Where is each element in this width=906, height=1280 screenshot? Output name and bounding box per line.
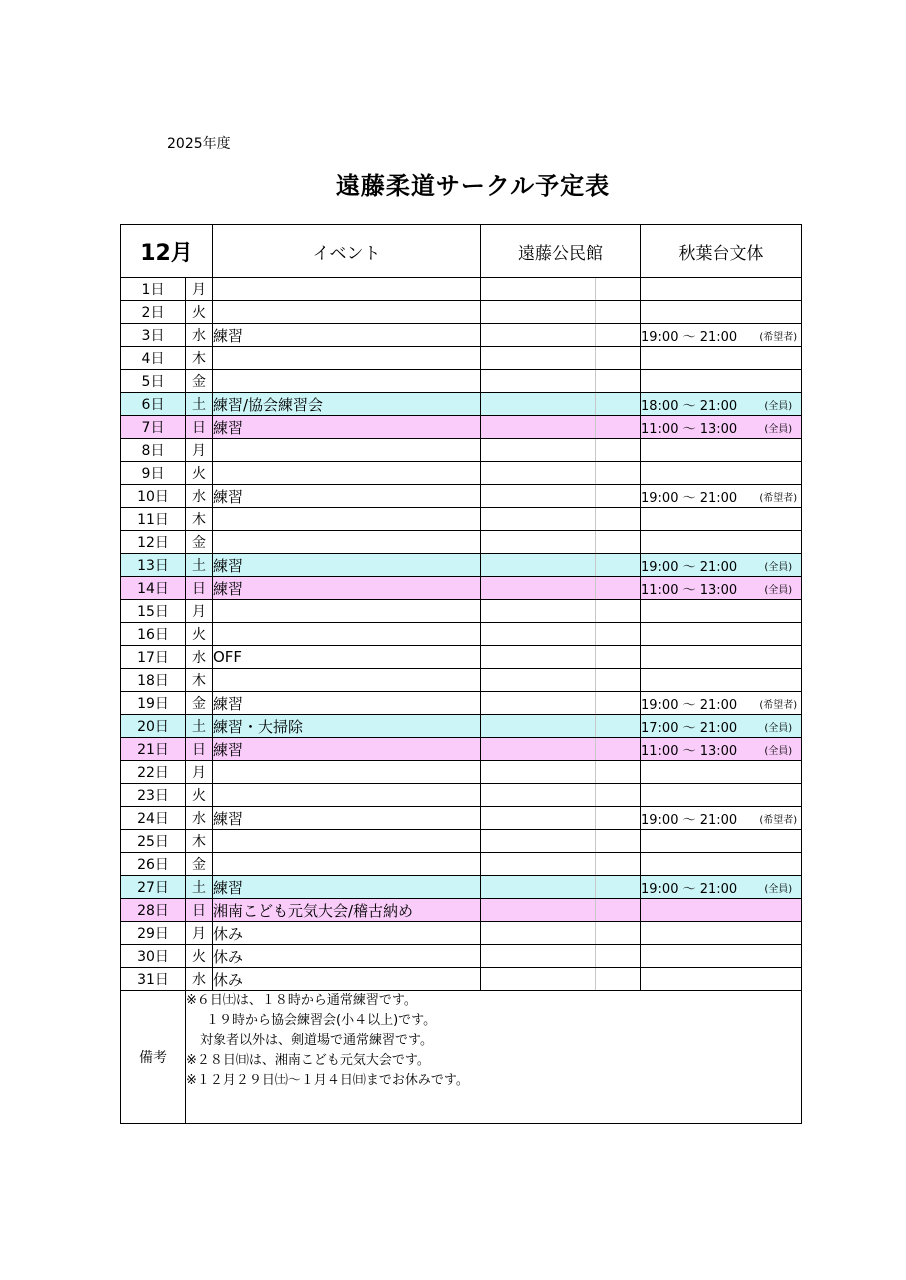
day-row	[121, 623, 802, 646]
venue1-tag-cell	[596, 416, 641, 439]
venue1-time-cell	[481, 738, 596, 761]
day-row	[121, 554, 802, 577]
venue1-time-cell	[481, 784, 596, 807]
venue2-tag-cell	[756, 761, 802, 784]
day-cell: 8日	[121, 439, 186, 462]
day-row	[121, 347, 802, 370]
weekday-cell: 金	[186, 370, 213, 393]
venue2-tag-cell: (希望者)	[756, 324, 802, 347]
day-cell: 22日	[121, 761, 186, 784]
venue2-time-cell	[641, 761, 756, 784]
venue1-time-cell	[481, 370, 596, 393]
venue2-tag-cell	[756, 784, 802, 807]
day-row	[121, 692, 802, 715]
event-cell: 練習	[213, 692, 481, 715]
day-cell: 21日	[121, 738, 186, 761]
weekday-cell: 月	[186, 761, 213, 784]
venue1-time-cell	[481, 830, 596, 853]
weekday-cell: 木	[186, 508, 213, 531]
day-cell: 3日	[121, 324, 186, 347]
venue2-time-cell: 19:00 〜 21:00	[641, 485, 756, 508]
event-cell: OFF	[213, 646, 481, 669]
note-line: ※２８日㈰は、湘南こども元気大会です。	[186, 1053, 430, 1068]
event-cell	[213, 370, 481, 393]
day-row	[121, 324, 802, 347]
event-cell	[213, 600, 481, 623]
weekday-cell: 木	[186, 669, 213, 692]
venue1-tag-cell	[596, 278, 641, 301]
day-row	[121, 761, 802, 784]
day-cell: 14日	[121, 577, 186, 600]
note-line: ※６日㈯は、１８時から通常練習です。	[186, 993, 417, 1008]
event-cell: 練習	[213, 554, 481, 577]
venue2-tag-cell	[756, 945, 802, 968]
day-row	[121, 600, 802, 623]
day-cell: 25日	[121, 830, 186, 853]
venue1-tag-cell	[596, 324, 641, 347]
event-cell	[213, 623, 481, 646]
day-row	[121, 531, 802, 554]
venue2-header: 秋葉台文体	[641, 225, 802, 278]
day-cell: 13日	[121, 554, 186, 577]
venue2-time-cell	[641, 830, 756, 853]
venue2-tag-cell	[756, 968, 802, 991]
venue2-time-cell	[641, 922, 756, 945]
day-row	[121, 393, 802, 416]
venue1-time-cell	[481, 531, 596, 554]
venue1-tag-cell	[596, 945, 641, 968]
weekday-cell: 火	[186, 945, 213, 968]
venue1-tag-cell	[596, 784, 641, 807]
venue1-time-cell	[481, 646, 596, 669]
note-line: ※１２月２９日㈯〜１月４日㈰までお休みです。	[186, 1073, 469, 1088]
venue2-time-cell: 19:00 〜 21:00	[641, 692, 756, 715]
day-cell: 7日	[121, 416, 186, 439]
weekday-cell: 水	[186, 968, 213, 991]
venue2-time-cell	[641, 784, 756, 807]
day-row	[121, 439, 802, 462]
day-row	[121, 646, 802, 669]
venue2-time-cell	[641, 508, 756, 531]
venue2-tag-cell	[756, 853, 802, 876]
weekday-cell: 金	[186, 853, 213, 876]
venue1-header: 遠藤公民館	[481, 225, 641, 278]
event-cell	[213, 853, 481, 876]
day-cell: 30日	[121, 945, 186, 968]
weekday-cell: 火	[186, 623, 213, 646]
venue1-tag-cell	[596, 347, 641, 370]
venue1-tag-cell	[596, 600, 641, 623]
venue1-time-cell	[481, 715, 596, 738]
day-row	[121, 853, 802, 876]
day-row	[121, 462, 802, 485]
venue1-tag-cell	[596, 830, 641, 853]
event-cell: 練習/協会練習会	[213, 393, 481, 416]
notes-content	[186, 991, 802, 1124]
weekday-cell: 土	[186, 715, 213, 738]
weekday-cell: 火	[186, 462, 213, 485]
weekday-cell: 木	[186, 830, 213, 853]
venue2-time-cell	[641, 462, 756, 485]
venue1-time-cell	[481, 600, 596, 623]
day-cell: 28日	[121, 899, 186, 922]
venue2-tag-cell	[756, 278, 802, 301]
day-cell: 12日	[121, 531, 186, 554]
venue1-time-cell	[481, 278, 596, 301]
day-row	[121, 899, 802, 922]
venue2-tag-cell	[756, 669, 802, 692]
venue2-time-cell	[641, 600, 756, 623]
venue1-time-cell	[481, 968, 596, 991]
event-cell: 練習・大掃除	[213, 715, 481, 738]
event-cell	[213, 301, 481, 324]
header-row	[121, 225, 802, 278]
venue1-time-cell	[481, 485, 596, 508]
venue1-time-cell	[481, 692, 596, 715]
venue1-tag-cell	[596, 899, 641, 922]
event-cell	[213, 462, 481, 485]
note-line: １９時から協会練習会(小４以上)です。	[206, 1013, 437, 1028]
event-cell	[213, 278, 481, 301]
venue1-tag-cell	[596, 876, 641, 899]
day-cell: 5日	[121, 370, 186, 393]
event-cell	[213, 830, 481, 853]
day-row	[121, 922, 802, 945]
day-cell: 23日	[121, 784, 186, 807]
day-cell: 18日	[121, 669, 186, 692]
venue1-tag-cell	[596, 646, 641, 669]
event-cell: 練習	[213, 577, 481, 600]
day-row	[121, 945, 802, 968]
day-row	[121, 715, 802, 738]
event-cell: 練習	[213, 738, 481, 761]
event-cell: 湘南こども元気大会/稽古納め	[213, 899, 481, 922]
venue1-time-cell	[481, 577, 596, 600]
venue1-time-cell	[481, 922, 596, 945]
venue1-tag-cell	[596, 439, 641, 462]
day-cell: 20日	[121, 715, 186, 738]
venue2-tag-cell: (全員)	[756, 416, 802, 439]
venue1-time-cell	[481, 899, 596, 922]
weekday-cell: 火	[186, 784, 213, 807]
venue1-tag-cell	[596, 669, 641, 692]
venue1-time-cell	[481, 761, 596, 784]
schedule-table	[120, 224, 802, 1124]
venue2-time-cell	[641, 439, 756, 462]
day-cell: 16日	[121, 623, 186, 646]
venue2-tag-cell	[756, 922, 802, 945]
venue1-tag-cell	[596, 577, 641, 600]
venue2-tag-cell	[756, 830, 802, 853]
venue1-tag-cell	[596, 508, 641, 531]
day-row	[121, 807, 802, 830]
venue2-tag-cell: (全員)	[756, 876, 802, 899]
page-title: 遠藤柔道サークル予定表	[335, 172, 611, 200]
venue2-tag-cell: (全員)	[756, 393, 802, 416]
venue2-tag-cell	[756, 508, 802, 531]
venue1-time-cell	[481, 393, 596, 416]
venue2-tag-cell: (希望者)	[756, 485, 802, 508]
venue2-time-cell	[641, 646, 756, 669]
day-cell: 29日	[121, 922, 186, 945]
venue1-time-cell	[481, 324, 596, 347]
venue2-time-cell	[641, 899, 756, 922]
day-row	[121, 784, 802, 807]
venue1-time-cell	[481, 623, 596, 646]
day-row	[121, 738, 802, 761]
weekday-cell: 水	[186, 485, 213, 508]
event-cell: 練習	[213, 807, 481, 830]
event-cell: 練習	[213, 876, 481, 899]
day-row	[121, 485, 802, 508]
venue1-time-cell	[481, 416, 596, 439]
venue2-tag-cell	[756, 462, 802, 485]
venue2-tag-cell: (全員)	[756, 738, 802, 761]
day-cell: 15日	[121, 600, 186, 623]
venue1-time-cell	[481, 462, 596, 485]
venue2-time-cell: 19:00 〜 21:00	[641, 324, 756, 347]
weekday-cell: 日	[186, 738, 213, 761]
venue1-tag-cell	[596, 715, 641, 738]
day-row	[121, 278, 802, 301]
venue2-tag-cell	[756, 623, 802, 646]
venue2-time-cell	[641, 623, 756, 646]
venue2-tag-cell	[756, 301, 802, 324]
day-cell: 26日	[121, 853, 186, 876]
venue2-time-cell	[641, 968, 756, 991]
venue2-time-cell: 18:00 〜 21:00	[641, 393, 756, 416]
venue1-tag-cell	[596, 531, 641, 554]
notes-row	[121, 991, 802, 1124]
venue2-time-cell	[641, 853, 756, 876]
day-cell: 4日	[121, 347, 186, 370]
venue1-tag-cell	[596, 738, 641, 761]
venue2-tag-cell: (希望者)	[756, 807, 802, 830]
venue2-tag-cell	[756, 600, 802, 623]
event-header: イベント	[213, 225, 481, 278]
venue1-tag-cell	[596, 692, 641, 715]
weekday-cell: 日	[186, 416, 213, 439]
event-cell: 休み	[213, 968, 481, 991]
weekday-cell: 水	[186, 646, 213, 669]
note-line: 対象者以外は、剣道場で通常練習です。	[200, 1033, 433, 1048]
venue1-tag-cell	[596, 370, 641, 393]
venue2-tag-cell: (全員)	[756, 577, 802, 600]
day-row	[121, 669, 802, 692]
venue1-tag-cell	[596, 761, 641, 784]
venue1-time-cell	[481, 508, 596, 531]
day-row	[121, 416, 802, 439]
venue2-tag-cell	[756, 531, 802, 554]
day-cell: 11日	[121, 508, 186, 531]
venue1-time-cell	[481, 945, 596, 968]
event-cell: 休み	[213, 945, 481, 968]
event-cell: 練習	[213, 324, 481, 347]
day-row	[121, 876, 802, 899]
fiscal-year: 2025年度	[167, 136, 231, 152]
event-cell	[213, 508, 481, 531]
venue1-time-cell	[481, 853, 596, 876]
day-cell: 2日	[121, 301, 186, 324]
notes-label: 備考	[121, 991, 186, 1124]
venue1-tag-cell	[596, 462, 641, 485]
weekday-cell: 月	[186, 922, 213, 945]
event-cell: 休み	[213, 922, 481, 945]
event-cell	[213, 761, 481, 784]
venue1-time-cell	[481, 876, 596, 899]
venue2-time-cell: 11:00 〜 13:00	[641, 738, 756, 761]
day-cell: 31日	[121, 968, 186, 991]
weekday-cell: 月	[186, 278, 213, 301]
event-cell	[213, 669, 481, 692]
day-cell: 10日	[121, 485, 186, 508]
venue2-tag-cell	[756, 347, 802, 370]
venue2-time-cell: 19:00 〜 21:00	[641, 554, 756, 577]
day-cell: 9日	[121, 462, 186, 485]
event-cell	[213, 531, 481, 554]
day-row	[121, 301, 802, 324]
weekday-cell: 火	[186, 301, 213, 324]
day-row	[121, 830, 802, 853]
venue1-time-cell	[481, 439, 596, 462]
venue2-tag-cell	[756, 646, 802, 669]
venue2-time-cell	[641, 301, 756, 324]
venue2-time-cell	[641, 945, 756, 968]
venue2-tag-cell: (全員)	[756, 554, 802, 577]
venue2-tag-cell: (全員)	[756, 715, 802, 738]
event-cell: 練習	[213, 416, 481, 439]
venue1-tag-cell	[596, 623, 641, 646]
venue2-tag-cell	[756, 899, 802, 922]
weekday-cell: 土	[186, 393, 213, 416]
weekday-cell: 金	[186, 531, 213, 554]
weekday-cell: 水	[186, 324, 213, 347]
event-cell	[213, 347, 481, 370]
venue1-tag-cell	[596, 393, 641, 416]
day-row	[121, 508, 802, 531]
day-cell: 27日	[121, 876, 186, 899]
venue2-time-cell: 17:00 〜 21:00	[641, 715, 756, 738]
event-cell	[213, 784, 481, 807]
weekday-cell: 月	[186, 439, 213, 462]
venue1-time-cell	[481, 669, 596, 692]
day-cell: 17日	[121, 646, 186, 669]
day-row	[121, 968, 802, 991]
weekday-cell: 土	[186, 554, 213, 577]
weekday-cell: 金	[186, 692, 213, 715]
weekday-cell: 日	[186, 577, 213, 600]
venue2-tag-cell	[756, 370, 802, 393]
venue1-time-cell	[481, 807, 596, 830]
venue2-time-cell	[641, 531, 756, 554]
month-header: 12月	[121, 225, 213, 278]
venue2-time-cell	[641, 278, 756, 301]
day-row	[121, 370, 802, 393]
venue2-time-cell	[641, 370, 756, 393]
weekday-cell: 木	[186, 347, 213, 370]
venue1-time-cell	[481, 554, 596, 577]
schedule-body	[121, 278, 802, 991]
venue1-tag-cell	[596, 853, 641, 876]
venue1-tag-cell	[596, 968, 641, 991]
venue2-time-cell: 19:00 〜 21:00	[641, 876, 756, 899]
weekday-cell: 月	[186, 600, 213, 623]
day-cell: 19日	[121, 692, 186, 715]
day-cell: 1日	[121, 278, 186, 301]
venue2-time-cell: 11:00 〜 13:00	[641, 416, 756, 439]
event-cell: 練習	[213, 485, 481, 508]
venue2-time-cell	[641, 347, 756, 370]
weekday-cell: 水	[186, 807, 213, 830]
venue1-time-cell	[481, 347, 596, 370]
day-cell: 24日	[121, 807, 186, 830]
venue2-tag-cell	[756, 439, 802, 462]
venue1-tag-cell	[596, 554, 641, 577]
venue2-time-cell: 11:00 〜 13:00	[641, 577, 756, 600]
venue1-tag-cell	[596, 485, 641, 508]
venue2-time-cell	[641, 669, 756, 692]
day-cell: 6日	[121, 393, 186, 416]
day-row	[121, 577, 802, 600]
event-cell	[213, 439, 481, 462]
venue2-time-cell: 19:00 〜 21:00	[641, 807, 756, 830]
weekday-cell: 土	[186, 876, 213, 899]
venue1-tag-cell	[596, 922, 641, 945]
weekday-cell: 日	[186, 899, 213, 922]
venue2-tag-cell: (希望者)	[756, 692, 802, 715]
venue1-tag-cell	[596, 807, 641, 830]
venue1-tag-cell	[596, 301, 641, 324]
venue1-time-cell	[481, 301, 596, 324]
